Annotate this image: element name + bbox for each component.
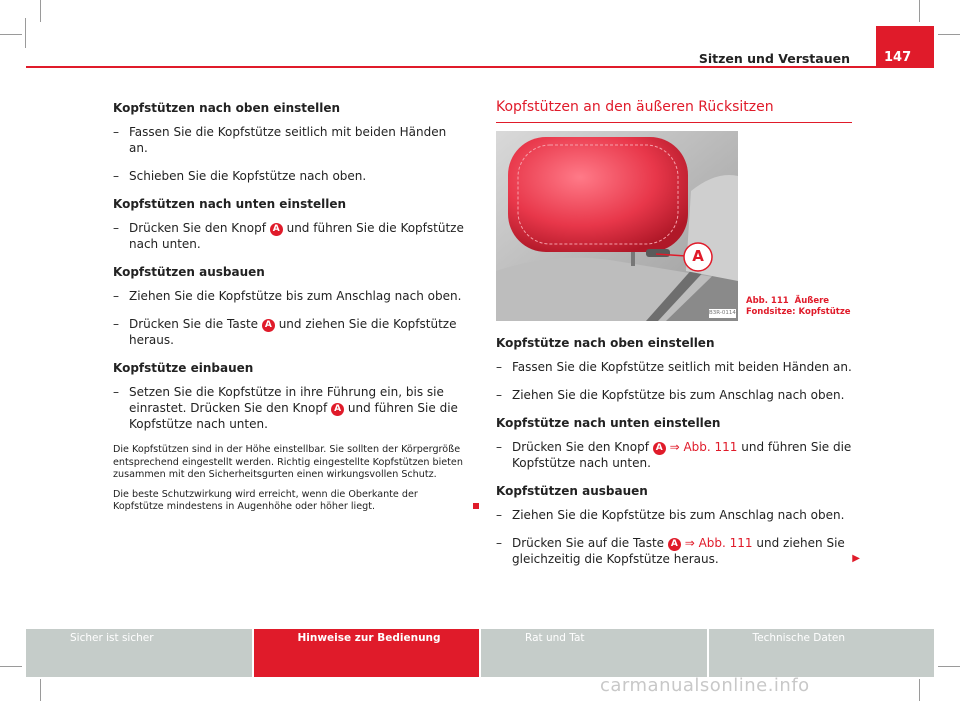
list-item: – Drücken Sie auf die Taste A ⇒ Abb. 111 und ziehen Sie gleichzeitig die Kopfstütze heraus. ▶ — [496, 536, 860, 566]
list-item: – Ziehen Sie die Kopfstütze bis zum Anschlag nach oben. — [113, 289, 462, 303]
section-end-icon — [473, 503, 479, 509]
subheading: Kopfstützen ausbauen — [113, 265, 265, 279]
crop-mark — [0, 34, 22, 35]
header-rule — [26, 66, 934, 68]
list-item: – Fassen Sie die Kopfstütze seitlich mit beiden Händen an. — [496, 360, 852, 374]
button-a-badge: A — [668, 538, 681, 551]
subheading: Kopfstütze nach oben einstellen — [496, 336, 715, 350]
crop-mark — [40, 679, 41, 701]
figure-reference-link[interactable]: ⇒ Abb. 111 — [669, 440, 738, 454]
button-a-badge: A — [331, 403, 344, 416]
figure-label-a: A — [692, 247, 704, 265]
list-item: – Drücken Sie den Knopf A und führen Sie die Kopfstütze nach unten. — [113, 221, 464, 251]
crop-mark — [938, 34, 960, 35]
crop-mark — [938, 666, 960, 667]
right-column — [496, 335, 860, 579]
list-item: – Ziehen Sie die Kopfstütze bis zum Anschlag nach oben. — [496, 508, 845, 522]
subheading: Kopfstützen nach unten einstellen — [113, 197, 347, 211]
note-paragraph: Die beste Schutzwirkung wird erreicht, wenn die Oberkante der Kopfstütze mindestens in Augenhöhe oder höher liegt. — [113, 489, 465, 514]
list-item: – Fassen Sie die Kopfstütze seitlich mit beiden Händen an. — [113, 125, 447, 155]
figure-reference-link[interactable]: ⇒ Abb. 111 — [684, 536, 753, 550]
tab-sicher-ist-sicher[interactable]: Sicher ist sicher — [26, 629, 252, 677]
page-number: 147 — [876, 26, 934, 68]
list-item: – Drücken Sie den Knopf A ⇒ Abb. 111 und führen Sie die Kopfstütze nach unten. — [496, 440, 852, 470]
subheading: Kopfstütze einbauen — [113, 361, 254, 375]
list-item: – Schieben Sie die Kopfstütze nach oben. — [113, 169, 367, 183]
tab-technische-daten[interactable]: Technische Daten — [709, 629, 935, 677]
crop-mark — [40, 0, 41, 22]
headrest-figure — [496, 131, 738, 321]
button-a-badge: A — [270, 223, 283, 236]
headrest-illustration — [496, 131, 738, 321]
watermark: carmanualsonline.info — [600, 675, 810, 696]
left-column — [113, 100, 465, 521]
tab-hinweise-zur-bedienung[interactable]: Hinweise zur Bedienung — [254, 629, 480, 677]
crop-mark — [0, 666, 22, 667]
subheading: Kopfstütze nach unten einstellen — [496, 416, 721, 430]
button-a-badge: A — [262, 319, 275, 332]
button-a-badge: A — [653, 442, 666, 455]
subheading: Kopfstützen nach oben einstellen — [113, 101, 341, 115]
list-item: – Drücken Sie die Taste A und ziehen Sie die Kopfstütze heraus. — [113, 317, 457, 347]
note-paragraph: Die Kopfstützen sind in der Höhe einstellbar. Sie sollten der Körpergröße entsprechend eingestellt werden. Richtig eingestellte Kopfstützen bieten zusammen mit den Sicherheitsgurten einen wirkungsvollen Schutz. — [113, 444, 463, 480]
list-item: – Setzen Sie die Kopfstütze in ihre Führung ein, bis sie einrastet. Drücken Sie den Knopf A und führen Sie die Kopfstütze nach unten. — [113, 385, 458, 431]
subheading: Kopfstützen ausbauen — [496, 484, 648, 498]
footer-tabs — [26, 629, 934, 677]
crop-mark — [919, 679, 920, 701]
crop-mark — [25, 18, 26, 48]
header-title: Sitzen und Verstauen — [698, 51, 850, 66]
continue-arrow-icon: ▶ — [852, 553, 860, 564]
section-title: Kopfstützen an den äußeren Rücksitzen — [496, 99, 852, 123]
crop-mark — [919, 0, 920, 22]
list-item: – Ziehen Sie die Kopfstütze bis zum Anschlag nach oben. — [496, 388, 845, 402]
tab-rat-und-tat[interactable]: Rat und Tat — [481, 629, 707, 677]
figure-code: B3R-0114 — [709, 310, 736, 316]
figure-caption: Abb. 111 Äußere Fondsitze: Kopfstütze — [746, 296, 851, 317]
